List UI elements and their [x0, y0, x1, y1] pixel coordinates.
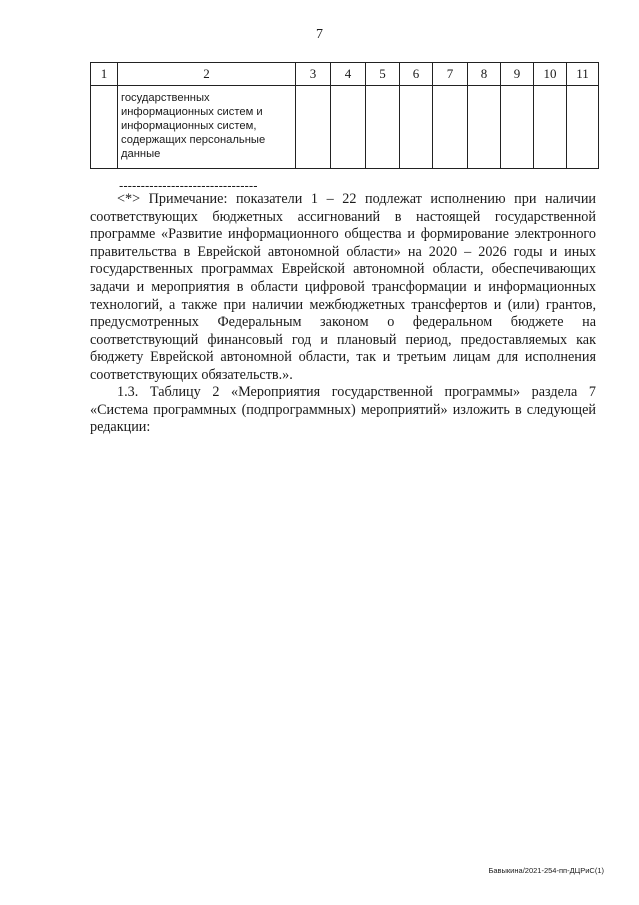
document-code: Бавыкина/2021-254-пп-ДЦРиС(1) — [488, 866, 604, 875]
table-header-cell: 4 — [331, 63, 366, 86]
table-cell — [296, 86, 331, 169]
table-cell — [400, 86, 433, 169]
table-header-cell: 5 — [366, 63, 400, 86]
table-header-row — [91, 63, 599, 86]
table-cell — [366, 86, 400, 169]
table-header-cell: 9 — [501, 63, 534, 86]
table-cell — [567, 86, 599, 169]
table-cell — [468, 86, 501, 169]
table-header-cell: 10 — [534, 63, 567, 86]
table-header-cell: 1 — [91, 63, 118, 86]
table-cell — [433, 86, 468, 169]
table-cell — [91, 86, 118, 169]
table-header-cell: 6 — [400, 63, 433, 86]
table-header-cell: 11 — [567, 63, 599, 86]
table-cell — [118, 86, 296, 169]
section-paragraph: 1.3. Таблицу 2 «Мероприятия государственной программы» раздела 7 «Система программных (подпрограммных) мероприятий» изложить в следующей редакции: — [90, 384, 596, 436]
table-header-cell: 7 — [433, 63, 468, 86]
table-cell-text: государственных информационных систем и информационных систем, содержащих персональные данные — [121, 92, 266, 160]
table-header-cell: 2 — [118, 63, 296, 86]
table-cell — [331, 86, 366, 169]
indicators-table — [90, 62, 599, 169]
note-paragraph: <*> Примечание: показатели 1 – 22 подлежат исполнению при наличии соответствующих бюджетных ассигнований в настоящей государственной программе «Развитие информационного общества и формирование электронного правительства в Еврейской автономной области» на 2020 – 2026 годы и иных государственных программах Еврейской автономной области, обеспечивающих задачи и мероприятия в области цифровой трансформации и информационных технологий, а также при наличии межбюджетных трансфертов и (или) грантов, предусмотренных Федеральным законом о федеральном бюджете на соответствующий финансовый год и плановый период, предоставляемых как бюджету Еврейской автономной области, так и третьим лицам для исполнения соответствующих обязательств.». — [90, 191, 596, 383]
table-cell — [534, 86, 567, 169]
table-row — [91, 86, 599, 169]
table-cell — [501, 86, 534, 169]
page-number: 7 — [316, 27, 323, 42]
table-header-cell: 3 — [296, 63, 331, 86]
table-header-cell: 8 — [468, 63, 501, 86]
footnote-separator: -------------------------------- — [119, 178, 258, 193]
